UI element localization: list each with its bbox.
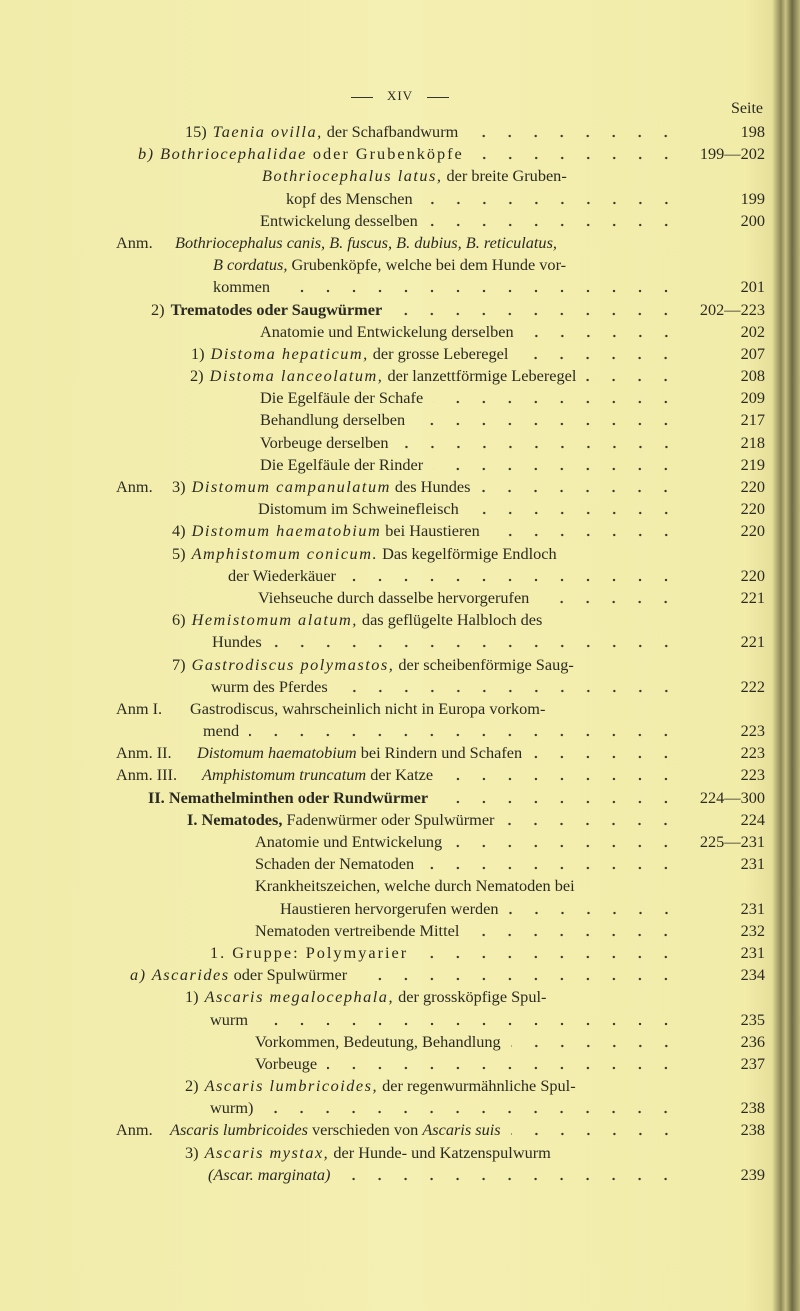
- page-number: 220: [740, 499, 765, 519]
- entry-text: der Hunde- und Katzenspulwurm: [329, 1142, 551, 1162]
- toc-entry: [0, 543, 765, 565]
- page-number: 199—202: [699, 144, 765, 164]
- entry-title: [0, 254, 566, 276]
- dot-leader: [428, 210, 679, 232]
- toc-entry: [0, 254, 765, 276]
- page-number: 223: [740, 765, 765, 785]
- dot-leader: [433, 454, 679, 476]
- annotation-prefix: Anm. II.: [116, 743, 172, 763]
- toc-entry: [0, 742, 765, 764]
- dot-leader: [280, 276, 679, 298]
- page-number: 207: [740, 343, 765, 363]
- toc-entry: [0, 1164, 765, 1186]
- entry-title: [0, 942, 408, 964]
- entry-title: [0, 1075, 576, 1097]
- entry-title: [0, 1097, 253, 1119]
- page-number: 239: [740, 1164, 765, 1184]
- dot-leader: [586, 365, 679, 387]
- entry-title: [0, 321, 514, 343]
- dot-leader: [468, 121, 679, 143]
- entry-title: [0, 853, 414, 875]
- page-number: 202—223: [699, 299, 765, 319]
- dot-leader: [424, 853, 679, 875]
- toc-entry: [0, 676, 765, 698]
- toc-entry: [0, 188, 765, 210]
- dot-leader: [258, 1009, 679, 1031]
- dot-leader: [433, 387, 679, 409]
- annotation-prefix: Anm. III.: [116, 765, 178, 785]
- toc-entry: [0, 875, 765, 897]
- entry-title: [0, 476, 470, 498]
- entry-text: Schaden der Nematoden: [255, 854, 415, 874]
- entry-text: Krankheitszeichen, welche durch Nematoden bei: [255, 876, 575, 896]
- entry-number: 1): [185, 987, 199, 1007]
- entry-title: [0, 1031, 501, 1053]
- toc-entry: [0, 432, 765, 454]
- page-number: 209: [740, 388, 765, 408]
- toc-entry: [0, 143, 765, 165]
- page-number: 223: [740, 721, 765, 741]
- entry-text: verschieden von: [307, 1120, 423, 1140]
- entry-number: 6): [172, 610, 186, 630]
- entry-latin-name: Ascaris megalocephala,: [204, 987, 395, 1007]
- toc-entry: [0, 964, 765, 986]
- annotation-prefix: Anm.: [116, 477, 153, 496]
- dot-leader: [469, 498, 679, 520]
- toc-entry: [0, 165, 765, 187]
- toc-entry: [0, 853, 765, 875]
- page-number: 221: [740, 632, 765, 652]
- page-number: 208: [740, 366, 765, 386]
- entry-text: Hundes: [212, 632, 262, 652]
- toc-entry: [0, 831, 765, 853]
- header-dash: [351, 97, 373, 98]
- entry-text: der Wiederkäuer: [228, 565, 336, 585]
- toc-entry: [0, 409, 765, 431]
- page-column-label: Seite: [731, 100, 763, 117]
- entry-text: Das kegelförmige Endloch: [378, 543, 557, 563]
- entry-title: [0, 498, 459, 520]
- entry-text: 1. Gruppe: Polymyarier: [210, 942, 409, 962]
- entry-text: der Schafbandwurm: [322, 122, 459, 141]
- entry-title: [0, 409, 405, 431]
- entry-title: [0, 742, 522, 764]
- dot-leader: [399, 432, 679, 454]
- dot-leader: [474, 143, 679, 165]
- entry-title: [0, 698, 545, 720]
- toc-entry: [0, 1053, 765, 1075]
- dot-leader: [511, 1031, 679, 1053]
- entry-text: kopf des Menschen: [286, 188, 413, 208]
- dot-leader: [392, 299, 679, 321]
- entry-title: [0, 831, 442, 853]
- entry-number: 15): [185, 122, 207, 141]
- entry-title: [0, 387, 423, 409]
- entry-latin-name: Amphistomum conicum.: [191, 543, 379, 563]
- entry-title: [0, 609, 542, 631]
- entry-text: Vorkommen, Bedeutung, Behandlung: [255, 1031, 501, 1051]
- toc-entry: [0, 920, 765, 942]
- page-number: 220: [740, 521, 765, 541]
- toc-entry: [0, 321, 765, 343]
- toc-entry: [0, 1097, 765, 1119]
- entry-number: 2): [151, 299, 165, 319]
- entry-latin-name: B cordatus,: [213, 255, 288, 275]
- page-number: 219: [740, 454, 765, 474]
- entry-text: bei Haustieren: [381, 521, 480, 541]
- toc-entry: [0, 299, 765, 321]
- entry-latin-name: Ascaris suis: [422, 1120, 501, 1140]
- entry-number: 7): [172, 654, 186, 674]
- toc-entry: [0, 1075, 765, 1097]
- page-number: 202: [740, 321, 765, 341]
- page-number: 221: [740, 587, 765, 607]
- dot-leader: [539, 587, 679, 609]
- header-dash: [427, 97, 449, 98]
- entry-text: der regenwurmähnliche Spul-: [378, 1076, 576, 1096]
- entry-text: Anatomie und Entwickelung derselben: [260, 321, 514, 341]
- toc-entry: [0, 787, 765, 809]
- dot-leader: [518, 343, 679, 365]
- dot-leader: [452, 831, 679, 853]
- entry-text: Die Egelfäule der Rinder: [260, 454, 424, 474]
- entry-latin-name: a) Ascarides: [130, 965, 230, 985]
- page-number: 224: [740, 809, 765, 829]
- page-number: 224—300: [699, 787, 765, 807]
- entry-text: der lanzettförmige Leberegel: [383, 366, 577, 386]
- dot-leader: [509, 898, 680, 920]
- page-number: 232: [740, 920, 765, 940]
- toc-entry: [0, 1119, 765, 1141]
- toc-entry: [0, 365, 765, 387]
- toc-entry: [0, 898, 765, 920]
- entry-title: [0, 764, 433, 786]
- entry-title: [0, 1119, 501, 1141]
- dot-leader: [327, 1053, 679, 1075]
- entry-title: [0, 299, 382, 321]
- entry-number: 4): [172, 521, 186, 541]
- page-number: 218: [740, 432, 765, 452]
- entry-number: 1): [191, 343, 205, 363]
- entry-latin-name: Distomum haematobium: [191, 521, 382, 541]
- page-number: 238: [740, 1120, 765, 1140]
- entry-latin-name: Ascaris lumbricoides,: [204, 1076, 379, 1096]
- dot-leader: [263, 1097, 679, 1119]
- entry-title: [0, 165, 567, 187]
- page-number: 223: [740, 743, 765, 763]
- entry-text: Die Egelfäule der Schafe: [260, 388, 424, 408]
- dot-leader: [438, 787, 679, 809]
- dot-leader: [340, 1164, 679, 1186]
- entry-title: [0, 188, 413, 210]
- dot-leader: [418, 942, 679, 964]
- toc-entry: [0, 454, 765, 476]
- dot-leader: [415, 409, 679, 431]
- entry-latin-name: Distoma lanceolatum,: [209, 366, 384, 386]
- page-number: 238: [740, 1098, 765, 1118]
- entry-title: [0, 986, 546, 1008]
- toc-entry: [0, 276, 765, 298]
- entry-text: wurm): [210, 1098, 254, 1118]
- entry-latin-name: Amphistomum truncatum: [202, 765, 367, 785]
- entry-title: [0, 121, 458, 143]
- entry-heading: Trematodes oder Saugwürmer: [170, 299, 383, 319]
- entry-text: Distomum im Schweinefleisch: [258, 499, 459, 519]
- entry-title: [0, 365, 576, 387]
- toc-entry: [0, 720, 765, 742]
- entry-title: [0, 143, 464, 165]
- entry-title: [0, 898, 499, 920]
- entry-number: 3): [185, 1142, 199, 1162]
- toc-entry: [0, 1031, 765, 1053]
- page-number: 217: [740, 410, 765, 430]
- entry-title: [0, 1164, 330, 1186]
- entry-number: 2): [185, 1076, 199, 1096]
- dot-leader: [490, 520, 679, 542]
- entry-title: [0, 454, 423, 476]
- toc-entry: [0, 232, 765, 254]
- entry-text: der Katze: [366, 765, 434, 785]
- page-number: 231: [740, 942, 765, 962]
- entry-latin-name: Ascaris lumbricoides: [170, 1120, 308, 1140]
- entry-text: Gastrodiscus, wahrscheinlich nicht in Europa vorkom-: [190, 698, 546, 718]
- page-number: 198: [740, 122, 765, 141]
- entry-text: der breite Gruben-: [442, 166, 567, 186]
- annotation-prefix: Anm I.: [116, 698, 163, 718]
- dot-leader: [423, 188, 679, 210]
- entry-latin-name: Bothriocephalus canis, B. fuscus, B. dubius, B. reticulatus,: [175, 232, 557, 252]
- entry-heading: I. Nematodes,: [187, 809, 283, 829]
- entry-text: kommen: [213, 277, 270, 297]
- annotation-prefix: Anm.: [116, 1120, 153, 1140]
- page-number: 199: [740, 188, 765, 208]
- toc-entry: [0, 986, 765, 1008]
- entry-heading: II. Nemathelminthen oder Rundwürmer: [148, 787, 429, 807]
- entry-text: Nematoden vertreibende Mittel: [255, 920, 460, 940]
- entry-latin-name: Gastrodiscus polymastos,: [191, 654, 395, 674]
- dot-leader: [357, 964, 679, 986]
- entry-latin-name: Distomum campanulatum: [191, 477, 391, 496]
- toc-entry: [0, 1009, 765, 1031]
- dot-leader: [338, 676, 679, 698]
- entry-text: wurm: [210, 1009, 248, 1029]
- entry-title: [0, 232, 557, 254]
- dot-leader: [532, 742, 679, 764]
- toc-entry: [0, 587, 765, 609]
- toc-entry: [0, 809, 765, 831]
- dot-leader: [480, 476, 679, 498]
- entry-title: [0, 631, 262, 653]
- entry-title: [0, 343, 508, 365]
- toc-entry: [0, 698, 765, 720]
- dot-leader: [511, 1119, 679, 1141]
- entry-title: [0, 964, 347, 986]
- entry-text: Viehseuche durch dasselbe hervorgerufen: [258, 587, 530, 607]
- entry-title: [0, 676, 328, 698]
- page-number: 200: [740, 210, 765, 230]
- entry-text: Vorbeuge derselben: [260, 432, 389, 452]
- dot-leader: [524, 321, 679, 343]
- page-number: 220: [740, 565, 765, 585]
- entry-title: [0, 1142, 551, 1164]
- entry-number: 5): [172, 543, 186, 563]
- entry-text: des Hundes: [390, 477, 471, 496]
- entry-text: Anatomie und Entwickelung: [255, 832, 443, 851]
- entry-title: [0, 1053, 317, 1075]
- page-number: 231: [740, 854, 765, 874]
- dot-leader: [443, 764, 679, 786]
- toc-entry: [0, 654, 765, 676]
- page-number: 237: [740, 1053, 765, 1073]
- toc-entry: [0, 520, 765, 542]
- entry-title: [0, 920, 459, 942]
- entry-text: Behandlung derselben: [260, 410, 406, 430]
- dot-leader: [249, 720, 679, 742]
- entry-title: [0, 654, 574, 676]
- page-number: 236: [740, 1031, 765, 1051]
- entry-text: Entwickelung desselben: [260, 210, 418, 230]
- entry-text: oder Spulwürmer: [229, 965, 348, 985]
- entry-title: [0, 565, 336, 587]
- entry-text: der grosse Leberegel: [368, 343, 509, 363]
- entry-title: [0, 809, 494, 831]
- toc-entry: [0, 387, 765, 409]
- entry-title: [0, 1009, 248, 1031]
- entry-number: 2): [190, 366, 204, 386]
- page-number: 220: [740, 477, 765, 496]
- toc-entry: [0, 210, 765, 232]
- entry-title: [0, 875, 575, 897]
- dot-leader: [469, 920, 679, 942]
- page-number: 225—231: [699, 832, 765, 851]
- toc-entry: [0, 764, 765, 786]
- entry-title: [0, 276, 270, 298]
- entry-latin-name: Distoma hepaticum,: [210, 343, 369, 363]
- entry-text: mend: [203, 721, 240, 741]
- toc-entry: [0, 343, 765, 365]
- entry-latin-name: b) Bothriocephalidae: [138, 144, 307, 164]
- page-header: [0, 88, 800, 104]
- page-number: 231: [740, 898, 765, 918]
- entry-text: wurm des Pferdes: [211, 676, 328, 696]
- page-number: 235: [740, 1009, 765, 1029]
- toc-entry: [0, 1142, 765, 1164]
- entry-title: [0, 720, 239, 742]
- toc-entry: [0, 565, 765, 587]
- entry-text: bei Rindern und Schafen: [356, 743, 523, 763]
- toc-entry: [0, 476, 765, 498]
- toc-entry: [0, 942, 765, 964]
- dot-leader: [272, 631, 679, 653]
- page-number: 201: [740, 277, 765, 297]
- dot-leader: [346, 565, 679, 587]
- page-number: 222: [740, 676, 765, 696]
- entry-title: [0, 787, 428, 809]
- entry-latin-name: (Ascar. marginata): [208, 1164, 331, 1184]
- page-numeral: XIV: [386, 88, 414, 103]
- entry-latin-name: Distomum haematobium: [197, 743, 357, 763]
- entry-latin-name: Hemistomum alatum,: [191, 610, 358, 630]
- entry-text: Vorbeuge: [255, 1053, 318, 1073]
- entry-title: [0, 210, 418, 232]
- entry-latin-name: Bothriocephalus latus,: [262, 166, 443, 186]
- entry-text: der scheibenförmige Saug-: [394, 654, 574, 674]
- toc-entry: [0, 631, 765, 653]
- toc-entry: [0, 121, 765, 143]
- toc-entry: [0, 609, 765, 631]
- entry-title: [0, 587, 529, 609]
- entry-text: Grubenköpfe, welche bei dem Hunde vor-: [287, 255, 567, 275]
- entry-text: das geflügelte Halbloch des: [357, 610, 543, 630]
- entry-latin-name: Ascaris mystax,: [204, 1142, 330, 1162]
- dot-leader: [504, 809, 679, 831]
- entry-text: der grossköpfige Spul-: [394, 987, 547, 1007]
- entry-latin-name: Taenia ovilla,: [212, 122, 323, 141]
- entry-text: oder Grubenköpfe: [306, 144, 464, 164]
- entry-text: Fadenwürmer oder Spulwürmer: [282, 809, 495, 829]
- entry-title: [0, 432, 389, 454]
- page-number: 234: [740, 965, 765, 985]
- entry-number: 3): [172, 477, 186, 496]
- entry-title: [0, 543, 557, 565]
- annotation-prefix: Anm.: [116, 232, 153, 252]
- entry-text: Haustieren hervorgerufen werden: [280, 898, 499, 918]
- toc-entry: [0, 498, 765, 520]
- table-of-contents: [0, 121, 765, 1186]
- entry-title: [0, 520, 480, 542]
